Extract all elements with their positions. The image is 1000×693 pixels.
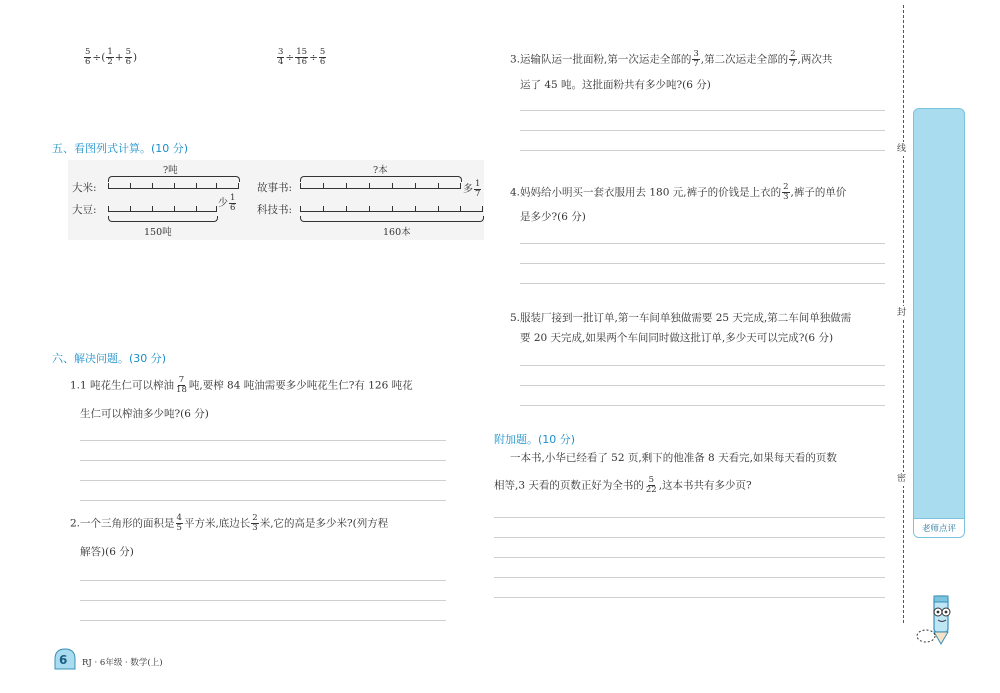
tick [392, 183, 393, 189]
answer-line[interactable] [80, 600, 446, 601]
margin-label-bottom: 密 [897, 474, 907, 484]
answer-line[interactable] [80, 480, 446, 481]
answer-line[interactable] [80, 580, 446, 581]
diagram1-bottom-brace [108, 216, 218, 222]
diagram-rice-beans [68, 160, 248, 240]
tick [216, 206, 217, 212]
answer-line[interactable] [80, 620, 446, 621]
page-number: 6 [59, 653, 68, 667]
tick [438, 183, 439, 189]
tick [346, 183, 347, 189]
tick [196, 183, 197, 189]
question-5-line1: 5.服装厂接到一批订单,第一车间单独做需要 25 天完成,第二车间单独做需 [510, 312, 852, 324]
margin-label-middle: 封 [897, 308, 907, 318]
tick [174, 183, 175, 189]
diagram1-top-label: ?吨 [163, 165, 178, 176]
tick [346, 206, 347, 212]
answer-line[interactable] [494, 537, 885, 538]
diagram2-row1-bar [300, 188, 460, 189]
tick [130, 206, 131, 212]
tick [174, 206, 175, 212]
answer-line[interactable] [494, 517, 885, 518]
question-3-line2: 运了 45 吨。这批面粉共有多少吨?(6 分) [520, 79, 711, 91]
answer-line[interactable] [520, 283, 885, 284]
diagram2-bottom-label: 160本 [383, 227, 411, 238]
diagram2-side-label: 多 $\frac{1}{7}$ [463, 179, 481, 199]
question-1-line1: 1.1 吨花生仁可以榨油 $\frac{7}{18}$ 吨,要榨 84 吨油需要多少吨花生仁?有 126 吨花 [70, 375, 413, 395]
question-4-line2: 是多少?(6 分) [520, 211, 586, 223]
pencil-mascot-icon [912, 592, 968, 652]
bonus-title: 附加题。(10 分) [494, 433, 576, 446]
tick [323, 206, 324, 212]
tick [300, 206, 301, 212]
teacher-comment-label: 老师点评 [921, 524, 956, 534]
answer-line[interactable] [80, 440, 446, 441]
tick [392, 206, 393, 212]
diagram2-top-label: ?本 [373, 165, 388, 176]
answer-line[interactable] [520, 365, 885, 366]
exercise-1: $\frac{5}{6}$ ÷( $\frac{1}{2}$ + $\frac{5}{6}$ ) [85, 47, 138, 67]
tick [415, 183, 416, 189]
answer-line[interactable] [494, 577, 885, 578]
diagram1-row1-label: 大米: [72, 182, 97, 194]
diagram1-row1-bar [108, 188, 238, 189]
diagram1-row2-label: 大豆: [72, 204, 97, 216]
teacher-comment-panel [913, 108, 965, 538]
diagram1-bottom-label: 150吨 [144, 227, 172, 238]
margin-label-top: 线 [897, 144, 907, 154]
answer-line[interactable] [520, 130, 885, 131]
answer-line[interactable] [494, 597, 885, 598]
tick [460, 183, 461, 189]
tick [108, 206, 109, 212]
tick [323, 183, 324, 189]
tick [152, 183, 153, 189]
answer-line[interactable] [520, 110, 885, 111]
question-1-line2: 生仁可以榨油多少吨?(6 分) [80, 408, 209, 420]
question-4-line1: 4.妈妈给小明买一套衣服用去 180 元,裤子的价钱是上衣的 $\frac{2}{3}$ ,裤子的单价 [510, 182, 847, 202]
bonus-line1: 一本书,小华已经看了 52 页,剩下的他准备 8 天看完,如果每天看的页数 [510, 452, 837, 464]
tick [238, 183, 239, 189]
diagram2-row2-bar [300, 211, 482, 212]
diagram-books [255, 160, 484, 240]
tick [369, 183, 370, 189]
tick [369, 206, 370, 212]
tick [130, 183, 131, 189]
section6-title: 六、解决问题。(30 分) [52, 352, 167, 365]
answer-line[interactable] [520, 263, 885, 264]
diagram2-bottom-brace [300, 216, 484, 222]
tick [415, 206, 416, 212]
tick [216, 183, 217, 189]
tick [300, 183, 301, 189]
question-2-line1: 2.一个三角形的面积是 $\frac{4}{5}$ 平方米,底边长 $\frac{2}{3}$ 米,它的高是多少米?(列方程 [70, 513, 389, 533]
question-3-line1: 3.运输队运一批面粉,第一次运走全部的 $\frac{3}{7}$ ,第二次运走全部的 $\frac{2}{7}$ ,两次共 [510, 49, 833, 69]
bonus-line2: 相等,3 天看的页数正好为全书的 $\frac{5}{22}$ ,这本书共有多少页? [494, 475, 752, 495]
diagram2-top-brace [300, 176, 462, 182]
answer-line[interactable] [520, 385, 885, 386]
answer-line[interactable] [80, 500, 446, 501]
diagram1-row2-bar [108, 211, 216, 212]
diagram1-top-brace [108, 176, 240, 182]
tick [438, 206, 439, 212]
tick [152, 206, 153, 212]
answer-line[interactable] [494, 557, 885, 558]
answer-line[interactable] [80, 460, 446, 461]
tick [482, 206, 483, 212]
tick [196, 206, 197, 212]
diagram1-side-label: 少 $\frac{1}{6}$ [218, 193, 236, 213]
question-2-line2: 解答)(6 分) [80, 546, 134, 558]
footer-text: RJ · 6年级 · 数学(上) [82, 658, 163, 668]
answer-line[interactable] [520, 243, 885, 244]
tick [108, 183, 109, 189]
diagram2-row1-label: 故事书: [257, 182, 293, 194]
question-5-line2: 要 20 天完成,如果两个车间同时做这批订单,多少天可以完成?(6 分) [520, 332, 834, 344]
answer-line[interactable] [520, 405, 885, 406]
exercise-2: $\frac{3}{4}$ ÷ $\frac{15}{16}$ ÷ $\frac{5}{6}$ [278, 47, 326, 67]
answer-line[interactable] [520, 150, 885, 151]
diagram2-row2-label: 科技书: [257, 204, 293, 216]
section5-title: 五、看图列式计算。(10 分) [52, 142, 189, 155]
tick [460, 206, 461, 212]
